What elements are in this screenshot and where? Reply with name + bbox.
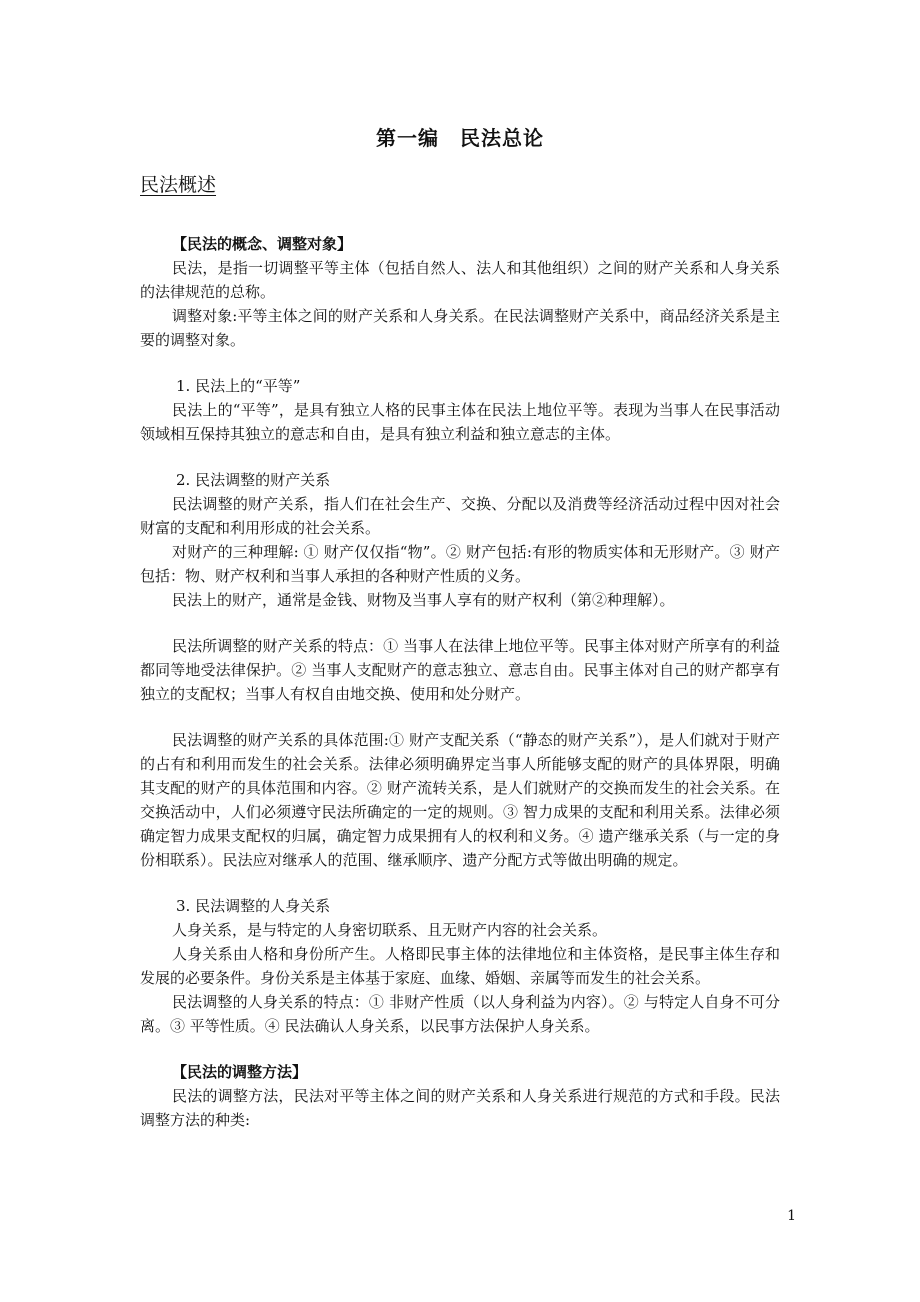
paragraph: 民法，是指一切调整平等主体（包括自然人、法人和其他组织）之间的财产关系和人身关系的法律规范的总称。	[140, 259, 780, 301]
paragraph: 人身关系，是与特定的人身密切联系、且无财产内容的社会关系。	[172, 921, 608, 939]
subsection-heading-concept: 【民法的概念、调整对象】	[172, 235, 353, 253]
paragraph: 民法的调整方法，民法对平等主体之间的财产关系和人身关系进行规范的方式和手段。民法调整方法的种类:	[140, 1087, 780, 1129]
paragraph: 人身关系由人格和身份所产生。人格即民事主体的法律地位和主体资格，是民事主体生存和发展的必要条件。身份关系是主体基于家庭、血缘、婚姻、亲属等而发生的社会关系。	[140, 945, 780, 987]
paragraph: 民法所调整的财产关系的特点：① 当事人在法律上地位平等。民事主体对财产所享有的利益都同等地受法律保护。② 当事人支配财产的意志独立、意志自由。民事主体对自己的财产都享有独立的支配权；当事人有权自由地交换、使用和处分财产。	[140, 637, 780, 703]
page-number: 1	[787, 1208, 796, 1224]
page-title: 第一编 民法总论	[376, 126, 544, 150]
numbered-heading-equality: 1. 民法上的“平等”	[176, 377, 301, 395]
paragraph: 民法上的“平等”，是具有独立人格的民事主体在民法上地位平等。表现为当事人在民事活动领域相互保持其独立的意志和自由，是具有独立利益和独立意志的主体。	[140, 401, 780, 443]
paragraph: 民法调整的财产关系，指人们在社会生产、交换、分配以及消费等经济活动过程中因对社会财富的支配和利用形成的社会关系。	[140, 495, 780, 537]
paragraph: 民法调整的财产关系的具体范围:① 财产支配关系（“静态的财产关系”），是人们就对于财产的占有和利用而发生的社会关系。法律必须明确界定当事人所能够支配的财产的具体界限，明确其支配的财产的具体范围和内容。② 财产流转关系，是人们就财产的交换而发生的社会关系。在交换活动中，人们必须遵守民法所确定的一定的规则。③ 智力成果的支配和利用关系。法律必须确定智力成果支配权的归属，确定智力成果拥有人的权利和义务。④ 遗产继承关系（与一定的身份相联系）。民法应对继承人的范围、继承顺序、遗产分配方式等做出明确的规定。	[140, 731, 780, 869]
paragraph: 调整对象:平等主体之间的财产关系和人身关系。在民法调整财产关系中，商品经济关系是主要的调整对象。	[140, 307, 780, 349]
paragraph: 对财产的三种理解: ① 财产仅仅指“物”。② 财产包括:有形的物质实体和无形财产。③ 财产包括：物、财产权利和当事人承担的各种财产性质的义务。	[140, 543, 780, 585]
document-body	[140, 232, 780, 1132]
subsection-heading-methods: 【民法的调整方法】	[172, 1063, 308, 1081]
numbered-heading-property: 2. 民法调整的财产关系	[176, 471, 331, 489]
paragraph: 民法上的财产，通常是金钱、财物及当事人享有的财产权利（第②种理解）。	[172, 591, 675, 609]
section-heading: 民法概述	[140, 174, 217, 196]
numbered-heading-personal: 3. 民法调整的人身关系	[176, 897, 331, 915]
paragraph: 民法调整的人身关系的特点：① 非财产性质（以人身利益为内容）。② 与特定人自身不可分离。③ 平等性质。④ 民法确认人身关系，以民事方法保护人身关系。	[140, 993, 780, 1035]
